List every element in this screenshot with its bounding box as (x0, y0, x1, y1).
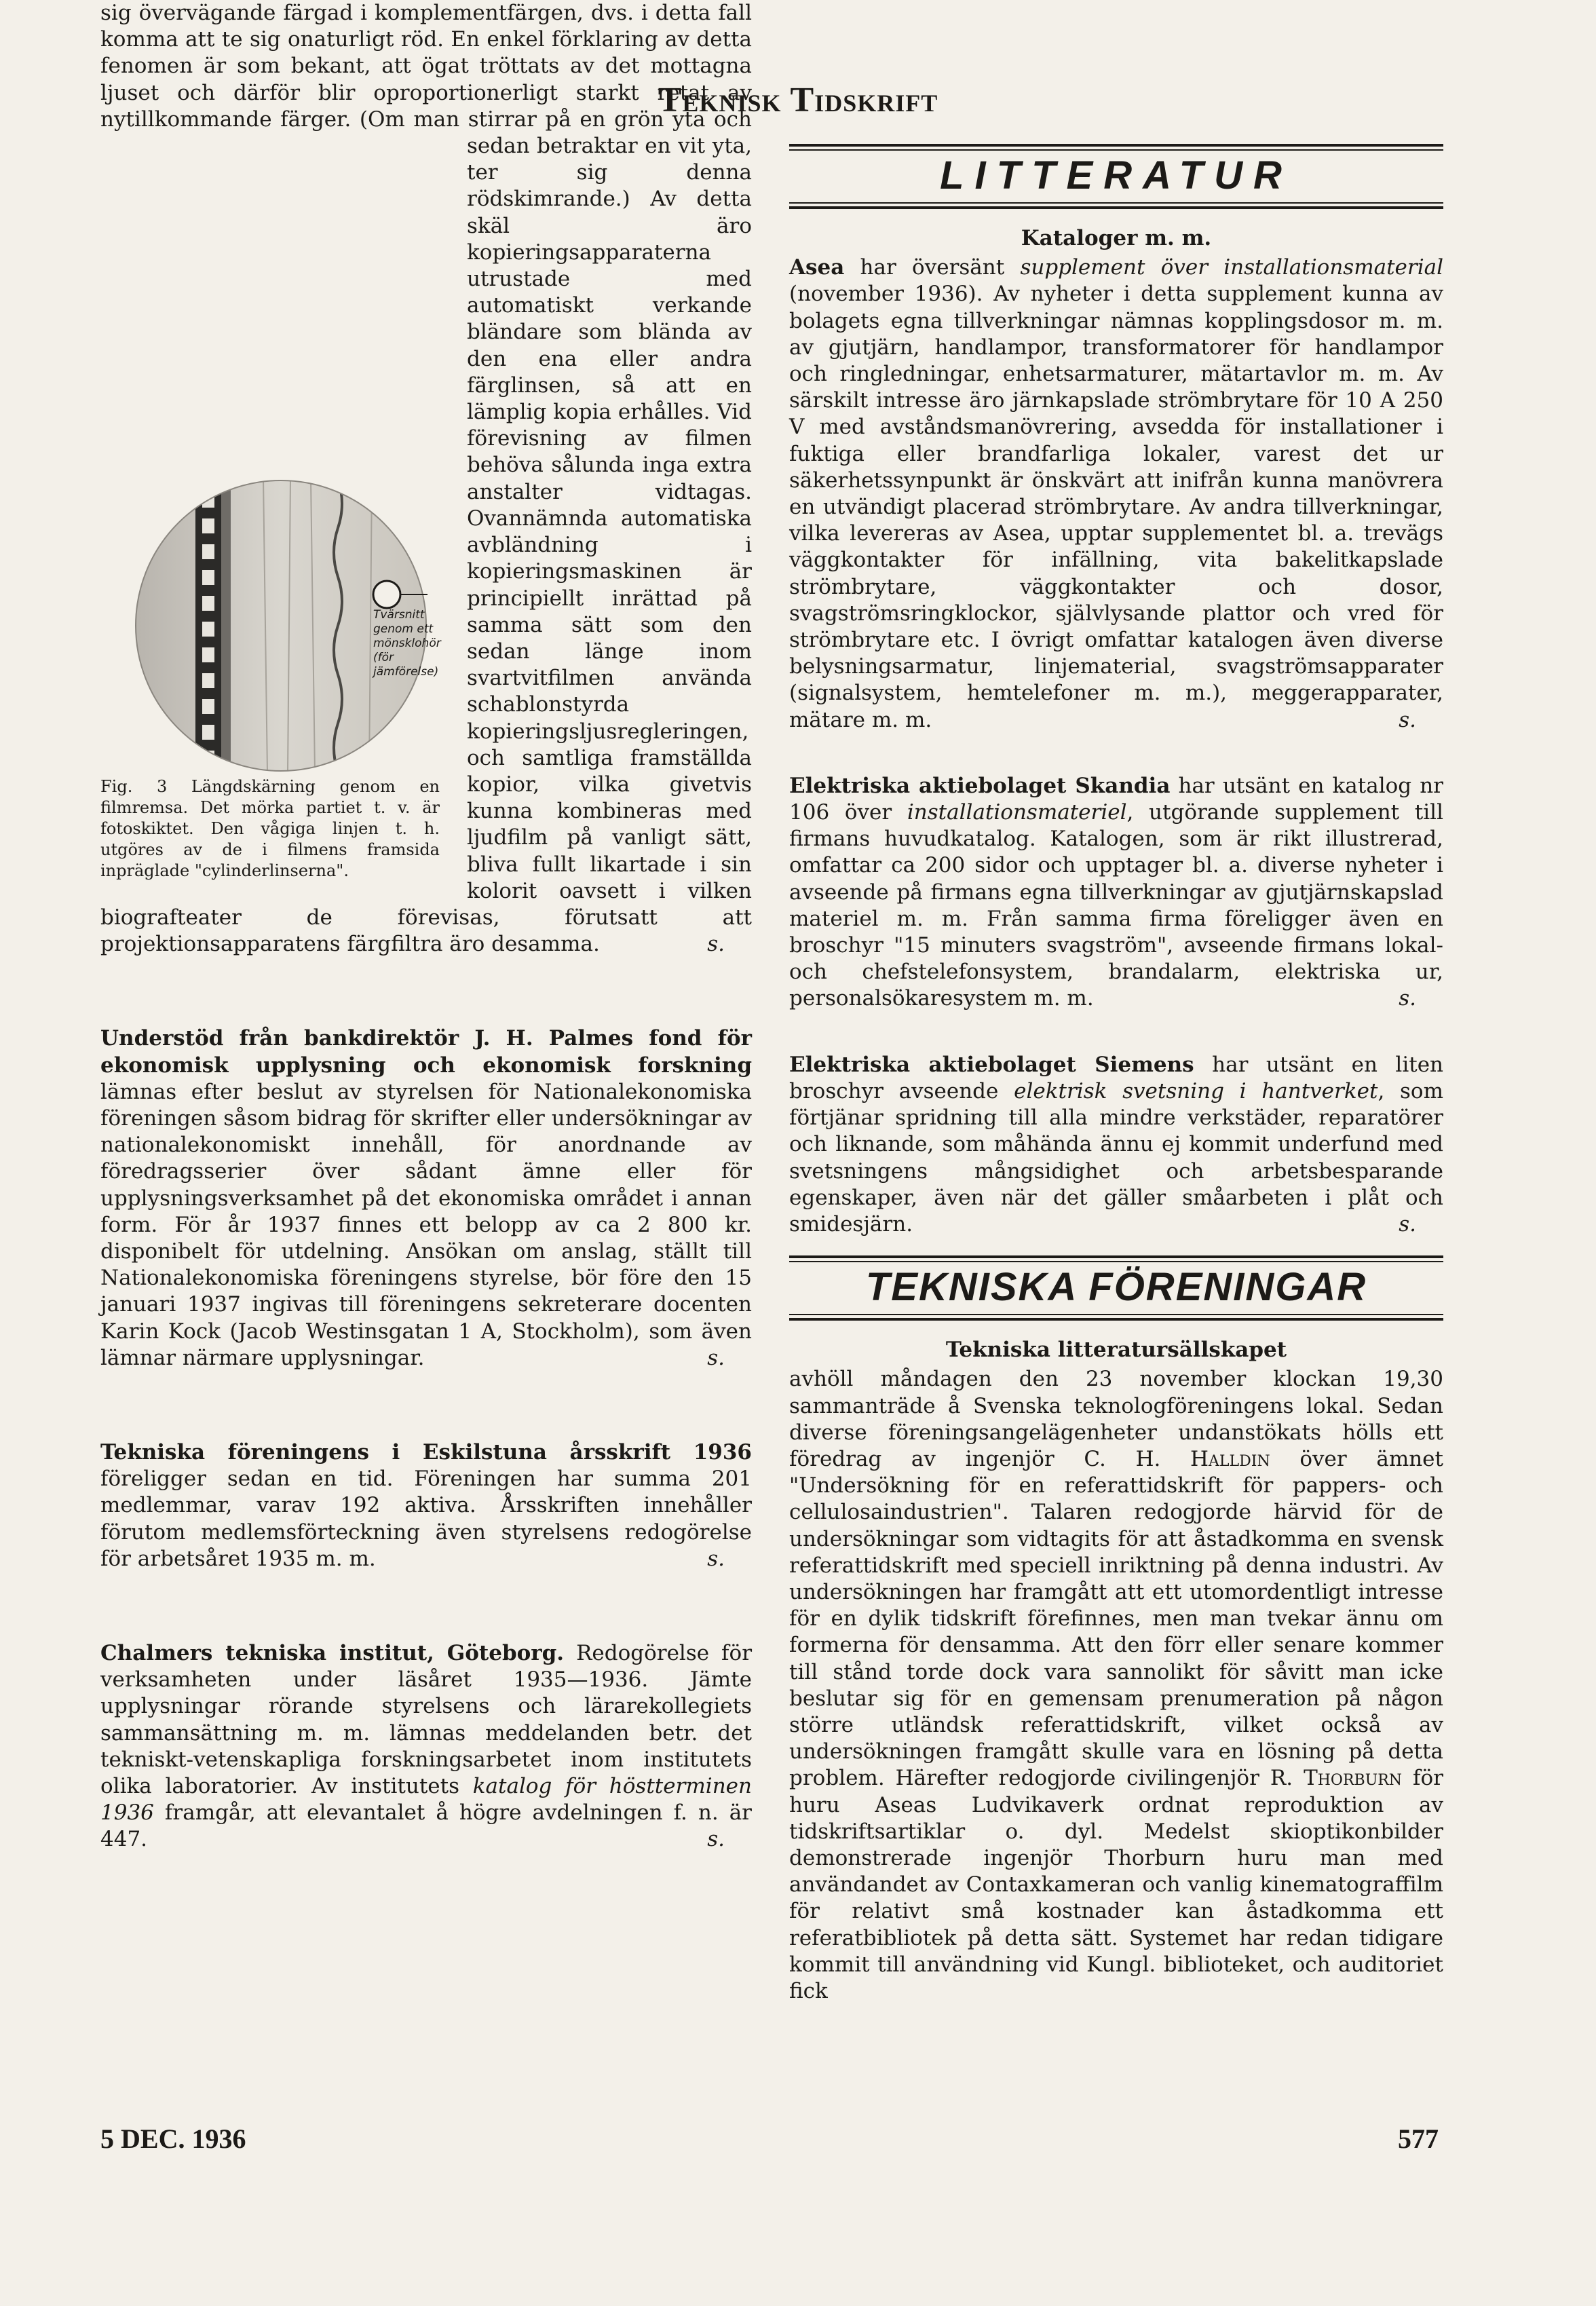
article-paragraph: sig övervägande färgad i komplementfärgen, dvs. i detta fall komma att te sig onaturligt röd. En enkel förklaring av detta fenomen är som bekant, att ögat tröttats av det mottagna ljuset och därför blir oproportionerligt starkt retat av nytillkommande färger. (Om man stirrar på en grön yta och sedan betraktar en vit yta, ter sig denna rödskimrande.) Av detta skäl äro kopieringsapparaterna utrustade med automatiskt verkande bländare som blända av den ena eller andra färglinsen, så att en lämplig kopia erhålles. Vid förevisning av filmen behöva sålunda inga extra anstalter vidtagas. Ovannämnda automatiska avbländning i kopieringsmaskinen är principiellt inrättad på samma sätt som den sedan länge inom svartvitfilmen använda schablonstyrda kopieringsljusregleringen, och samtliga framställda kopior, vilka givetvis kunna kombineras med ljudfilm på vanligt sätt, bliva fullt likartade i sin kolorit oavsett i vilken biografteater de förevisas, förutsatt att projektionsapparatens färgfiltra äro desamma. s. (100, 1, 752, 957)
section-title-litteratur: LITTERATUR (940, 153, 1293, 197)
section-header-foreningar (789, 1246, 1443, 1329)
notice-palme-fund: Understöd från bankdirektör J. H. Palmes fond för ekonomisk upplysning och ekonomisk forskning lämnas efter beslut av styrelsen för Nationalekonomiska föreningen såsom bidrag för skrifter eller undersökningar av nationalekonomiskt innehåll, för anordnande av föredragsserier över sådant ämne eller för upplysningsverksamhet på det ekonomiska området i annan form. För år 1937 finnes ett belopp av ca 2 800 kr. disponibelt för utdelning. Ansökan om anslag, ställt till Nationalekonomiska föreningens styrelse, bör före den 15 januari 1937 ingivas till föreningens sekreterare docenten Karin Kock (Jacob Westinsgatan 1 A, Stockholm), som även lämnar närmare upplysningar. s. (100, 1026, 752, 1370)
figure-inset-label: Tvärsnitt genom ett mönsklohör (för jämförelse) (373, 608, 441, 679)
page-number: 577 (1398, 2123, 1439, 2154)
subhead-litteratursallskapet: Tekniska litteratursällskapet (945, 1338, 1287, 1363)
section-title-foreningar: TEKNISKA FÖRENINGAR (865, 1265, 1367, 1310)
section-header-litteratur (789, 134, 1443, 217)
subhead-kataloger: Kataloger m. m. (1021, 226, 1212, 250)
figure-3 (100, 479, 453, 880)
figure-caption: Fig. 3 Längdskärning genom en filmremsa. Det mörka partiet t. v. är fotoskiktet. Den vågiga linjen t. h. utgöres av de i filmens framsida inpräglade "cylinderlinserna". (100, 777, 440, 880)
right-column (789, 134, 1443, 2005)
review-asea: Asea har översänt supplement över installationsmaterial (november 1936). Av nyheter i detta supplement kunna av bolagets egna tillverkningar nämnas kopplingsdosor m. m. av gjutjärn, handlampor, transformatorer för handlampor och ringledningar, enhetsarmaturer, mätartavlor m. m. Av särskilt intresse äro järnkapslade strömbrytare för 10 A 250 V med avståndsmanövrering, avsedda för installationer i fuktiga eller brandfarliga lokaler, varest det ur säkerhetssynpunkt är önskvärt att inifrån kunna manövrera en utvändigt placerad strömbrytare. Av andra tillverkningar, vilka levereras av Asea, upptar supplementet bl. a. trevägs väggkontakter för infällning, vita bakelitkapslade strömbrytare, väggkontakter och dosor, svagströmsringklockor, självlysande plattor och vred för strömbrytare etc. I övrigt omfattar katalogen även diverse belysningsarmatur, linjematerial, svagströmsapparater (signalsystem, hemtelefoner m. m.), meggerapparater, mätare m. m. s. (789, 255, 1444, 732)
issue-date: 5 DEC. 1936 (100, 2123, 246, 2154)
review-skandia: Elektriska aktiebolaget Skandia har utsänt en katalog nr 106 över installationsmateriel, utgörande supplement till firmans huvudkatalog. Katalogen, som är rikt illustrerad, omfattar ca 200 sidor och upptager bl. a. diverse nyheter i avseende på firmans egna tillverkningar av gjutjärnskapslad materiel m. m. Från samma firma föreligger även en broschyr "15 minuters svagström", avseende firmans lokal- och chefstelefonsystem, brandalarm, elektriska ur, personalsökaresystem m. m. s. (789, 773, 1444, 1011)
notice-chalmers: Chalmers tekniska institut, Göteborg. Redogörelse för verksamheten under läsåret 1935—1936. Jämte upplysningar rörande styrelsens och lärarekollegiets sammansättning m. m. lämnas meddelanden betr. det tekniskt-vetenskapliga forskningsarbetet inom institutets olika laboratorier. Av institutets katalog för höstterminen 1936 framgår, att elevantalet å högre avdelningen f. n. är 447. s. (100, 1641, 753, 1852)
notice-eskilstuna: Tekniska föreningens i Eskilstuna årsskrift 1936 föreligger sedan en tid. Föreningen har summa 201 medlemmar, varav 192 aktiva. Årsskriften innehåller förutom medlemsförteckning även styrelsens redogörelse för arbetsåret 1935 m. m. s. (100, 1439, 752, 1571)
report-litteratursallskapet: avhöll måndagen den 23 november klockan 19,30 sammanträde å Svenska teknologföreningens lokal. Sedan diverse föreningsangelägenheter undanstökats hölls ett föredrag av ingenjör C. H. Halldin över ämnet "Undersökning för en referattidskrift för pappers- och cellulosaindustrien". Talaren redogjorde härvid för de undersökningar som vidtagits för att åstadkomma en svensk referattidskrift med speciell inriktning på denna industri. Av undersökningen har framgått att ett utomordentligt intresse för en dylik tidskrift förefinnes, men man tvekar ännu om formerna för densamma. Att den förr eller senare kommer till stånd torde dock vara sannolikt för såvitt man icke beslutar sig för en gemensam prenumeration på någon större utländsk referattidskrift, vilket också av undersökningen framgått skulle vara en lösning på detta problem. Härefter redogjorde civilingenjör R. Thorburn för huru Aseas Ludvikaverk ordnat reproduktion av tidskriftsartiklar o. dyl. Medelst skioptikonbilder demonstrerade ingenjör Thorburn huru man med användandet av Contaxkameran och vanlig kinematograffilm för relativt små kostnader kan åstadkomma ett referatbibliotek på detta sätt. Systemet har redan tidigare kommit till användning vid Kungl. biblioteket, och auditoriet fick (789, 1367, 1443, 2003)
review-siemens: Elektriska aktiebolaget Siemens har utsänt en liten broschyr avseende elektrisk svetsning i hantverket, som förtjänar spridning till alla mindre verkstäder, reparatörer och liknande, som måhända ännu ej kommit underfund med svetsningens mångsidighet och arbetsbesparande egenskaper, även när det gäller småarbeten i plåt och smidesjärn. s. (789, 1052, 1444, 1236)
journal-title: Teknisk Tidskrift (658, 81, 938, 119)
left-column (100, 1, 753, 1853)
